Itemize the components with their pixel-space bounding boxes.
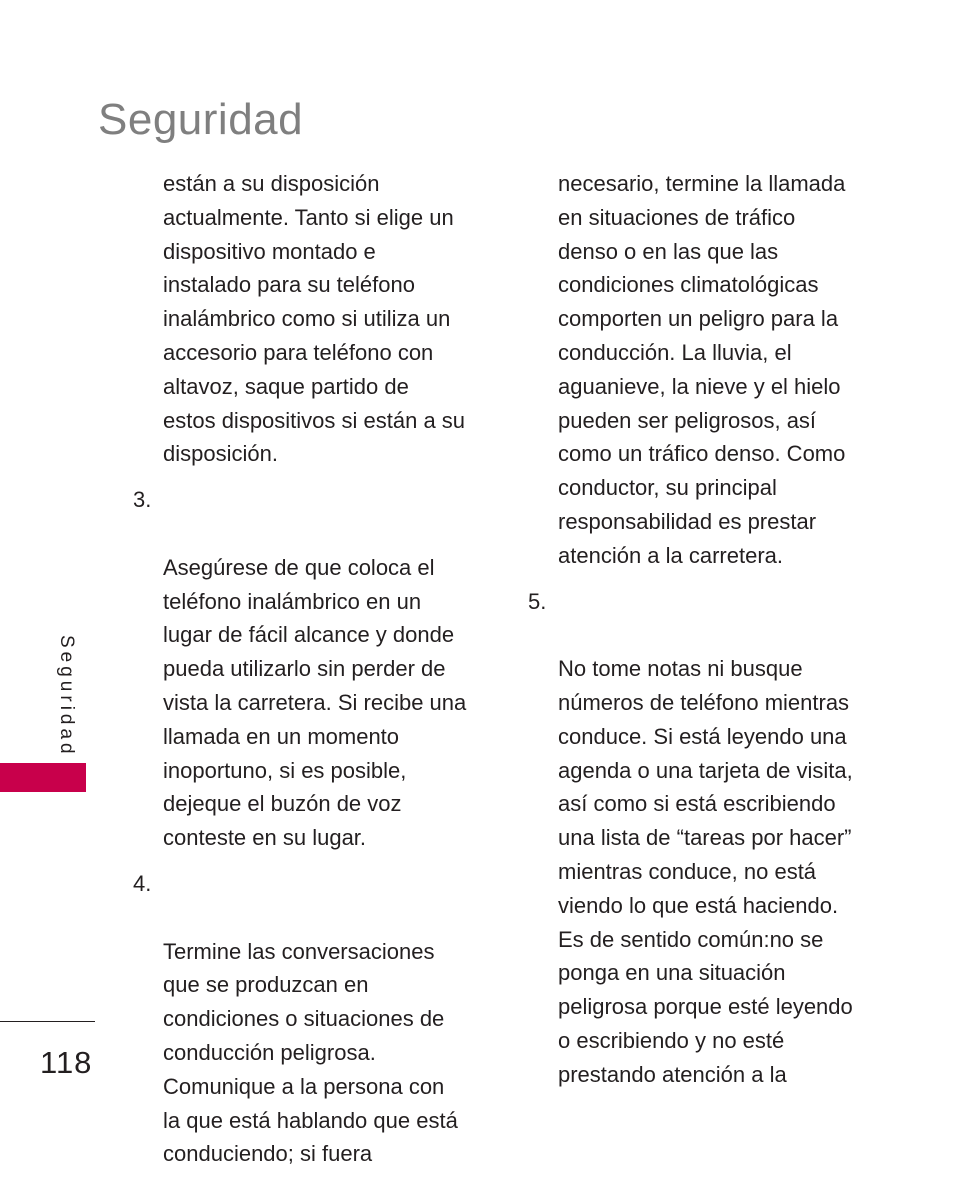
list-item-4 bbox=[133, 867, 493, 1171]
section-tab-marker bbox=[0, 763, 86, 792]
list-item-text: No tome notas ni busque números de teléfono mientras conduce. Si está leyendo una agenda o una tarjeta de visita, así como si está escribiendo una lista de “tareas por hacer” mientras conduce, no está viendo lo que está haciendo. Es de sentido común:no se ponga en una situación peligrosa porque esté leyendo o escribiendo y no esté prestando atención a la bbox=[558, 656, 853, 1087]
left-intro-paragraph: están a su disposición actualmente. Tanto si elige un dispositivo montado e instalado para su teléfono inalámbrico como si utiliza un accesorio para teléfono con altavoz, saque partido de estos dispositivos si están a su disposición. bbox=[163, 171, 466, 467]
list-item-number: 5. bbox=[528, 588, 547, 614]
page-title: Seguridad bbox=[98, 95, 304, 145]
footer-divider bbox=[0, 1021, 95, 1022]
right-column bbox=[528, 167, 888, 1104]
list-item-text: Asegúrese de que coloca el teléfono inalámbrico en un lugar de fácil alcance y donde pueda utilizarlo sin perder de vista la carretera. Si recibe una llamada en un momento inoportuno, si es posible, dejeque el buzón de voz conteste en su lugar. bbox=[163, 554, 467, 851]
list-item-number: 4. bbox=[133, 870, 152, 896]
list-item-number: 3. bbox=[133, 487, 152, 513]
page-number: 118 bbox=[40, 1045, 93, 1080]
section-side-label: Seguridad bbox=[56, 635, 77, 758]
list-item-3 bbox=[133, 483, 493, 855]
right-intro-paragraph: necesario, termine la llamada en situaciones de tráfico denso o en las que las condiciones climatológicas comporten un peligro para la conducción. La lluvia, el aguanieve, la nieve y el hielo pueden ser peligrosos, así como un tráfico denso. Como conductor, su principal responsabilidad es prestar atención a la carretera. bbox=[558, 171, 846, 568]
list-item-5 bbox=[528, 585, 888, 1092]
left-column bbox=[133, 167, 493, 1183]
list-item-text: Termine las conversaciones que se produzcan en condiciones o situaciones de conducción peligrosa. Comunique a la persona con la que está hablando que está conduciendo; si fuera bbox=[163, 938, 458, 1167]
